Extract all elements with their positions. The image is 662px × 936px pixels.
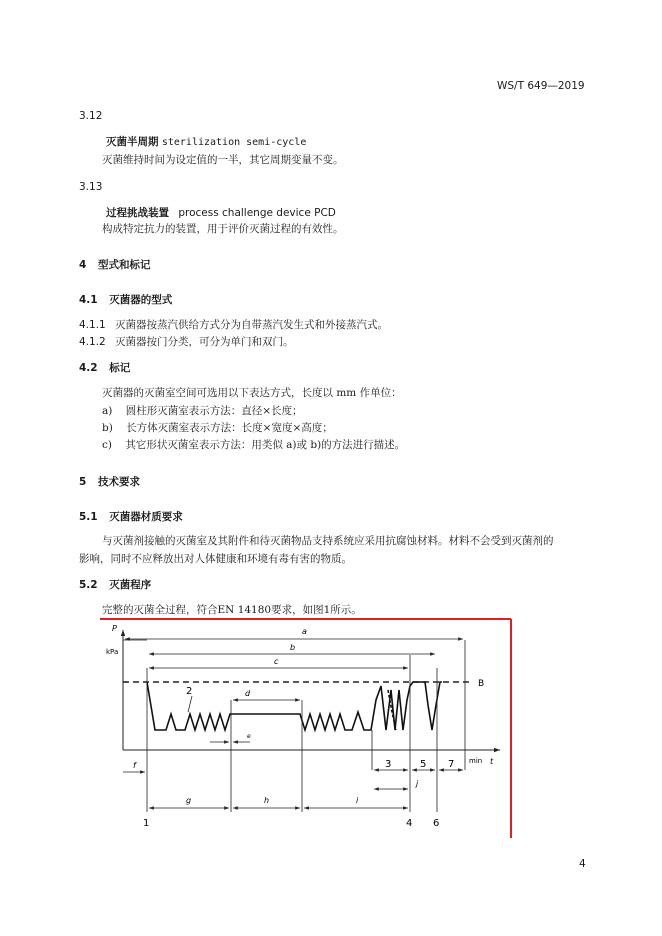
marking-item-a-text: 圆柱形灭菌室表示方法：直径×长度； — [125, 405, 303, 417]
heading-5-1-title: 灭菌器材质要求 — [109, 511, 183, 523]
callout-6: 6 — [433, 818, 440, 829]
y-axis-unit: kPa — [106, 648, 119, 656]
x-axis-unit: min — [469, 757, 483, 765]
clause-4-1-1-number: 4.1.1 — [79, 319, 106, 331]
heading-5-title: 技术要求 — [97, 476, 140, 488]
definition-3-12: 灭菌维持时间为设定值的一半，其它周期变量不变。 — [102, 154, 344, 166]
callout-5: 5 — [420, 759, 427, 770]
callout-1: 1 — [143, 818, 150, 829]
callout-7: 7 — [448, 759, 455, 770]
dim-b-label: b — [290, 643, 296, 652]
callout-2-leader — [188, 696, 192, 712]
heading-5-2-number: 5.2 — [79, 579, 98, 591]
term-3-13-en: process challenge device PCD — [178, 207, 336, 219]
x-axis-label: t — [490, 757, 494, 766]
marking-item-c-text: 其它形状灭菌室表示方法：用类似 a)或 b)的方法进行描述。 — [125, 439, 406, 451]
level-label-b: B — [478, 679, 485, 689]
dim-e-label: e — [247, 733, 251, 740]
section-number-3-13: 3.13 — [79, 181, 103, 193]
term-3-12-zh: 灭菌半周期 — [106, 136, 159, 148]
dim-c-label: c — [274, 657, 279, 666]
heading-4-1-title: 灭菌器的型式 — [109, 294, 173, 306]
material-para-line2: 影响，同时不应释放出对人体健康和环境有毒有害的物质。 — [79, 553, 352, 565]
dim-f-label: f — [133, 761, 136, 770]
marking-intro: 灭菌器的灭菌室空间可选用以下表达方式，长度以 mm 作单位： — [102, 387, 402, 399]
heading-5-number: 5 — [79, 476, 87, 488]
y-axis-label: P — [112, 624, 117, 633]
dim-j-label: j — [416, 779, 419, 788]
heading-4-1-number: 4.1 — [79, 294, 98, 306]
marking-item-b-text: 长方体灭菌室表示方法：长度×宽度×高度； — [126, 422, 333, 434]
material-para-line1: 与灭菌剂接触的灭菌室及其附件和待灭菌物品支持系统应采用抗腐蚀材料。材料不会受到灭菌剂的 — [102, 535, 554, 547]
dim-i-label: i — [356, 796, 359, 805]
page-number: 4 — [579, 858, 586, 870]
callout-3: 3 — [385, 759, 392, 770]
clause-4-1-1-text: 灭菌器按蒸汽供给方式分为自带蒸汽发生式和外接蒸汽式。 — [115, 319, 389, 331]
dim-h-label: h — [264, 796, 270, 805]
heading-4-title: 型式和标记 — [97, 259, 151, 271]
heading-4-number: 4 — [79, 259, 87, 271]
clause-4-1-2-number: 4.1.2 — [79, 336, 106, 348]
heading-4-2-title: 标记 — [109, 362, 131, 374]
heading-5-2-title: 灭菌程序 — [109, 579, 152, 591]
callout-4: 4 — [406, 818, 413, 829]
heading-4-2-number: 4.2 — [79, 362, 98, 374]
standard-code: WS/T 649—2019 — [497, 80, 585, 92]
dim-g-label: g — [186, 796, 192, 805]
dim-a-label: a — [302, 627, 307, 636]
marking-item-b-label: b) — [102, 422, 113, 434]
program-text: 完整的灭菌全过程，符合EN 14180要求，如图1所示。 — [102, 604, 362, 616]
term-3-13-zh: 过程挑战装置 — [106, 207, 169, 219]
dim-d-label: d — [245, 689, 251, 698]
term-3-12-en: sterilization semi-cycle — [161, 137, 307, 148]
marking-item-c-label: c) — [102, 439, 112, 451]
callout-2: 2 — [186, 686, 193, 697]
heading-5-1-number: 5.1 — [79, 511, 98, 523]
marking-item-a-label: a) — [102, 405, 113, 417]
definition-3-13: 构成特定抗力的装置，用于评价灭菌过程的有效性。 — [102, 223, 344, 235]
clause-4-1-2-text: 灭菌器按门分类，可分为单门和双门。 — [115, 336, 294, 348]
section-number-3-12: 3.12 — [79, 110, 103, 122]
